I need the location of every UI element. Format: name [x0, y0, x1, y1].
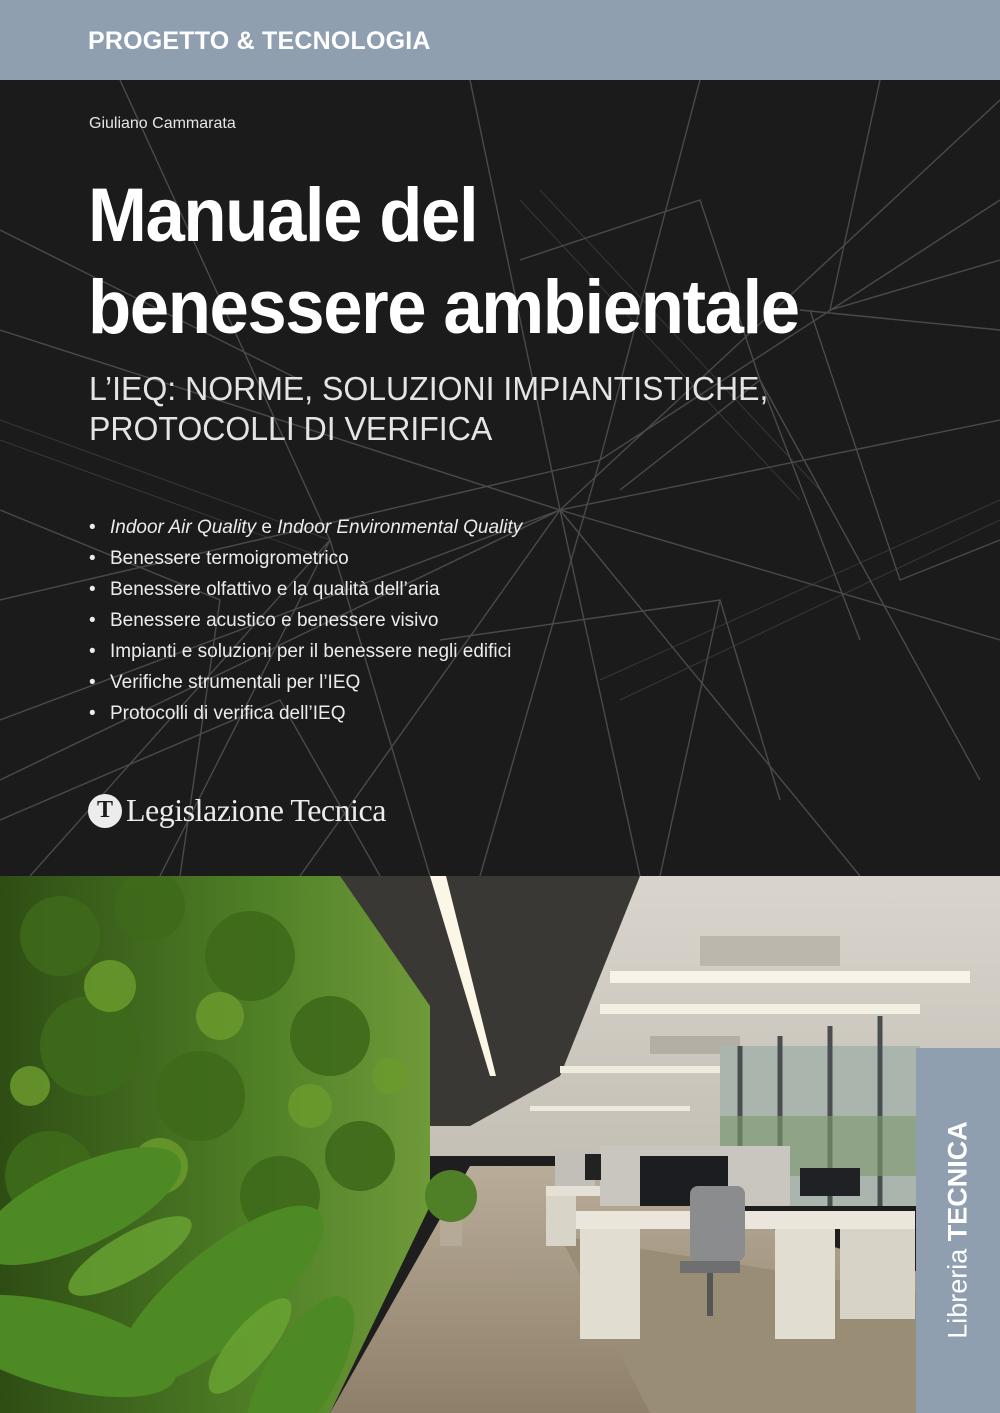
publisher-logo-icon: T	[88, 794, 122, 828]
subtitle-line-1: L’IEQ: NORME, SOLUZIONI IMPIANTISTICHE,	[89, 370, 769, 407]
author-name: Giuliano Cammarata	[89, 115, 236, 132]
sidebar-label-light: Libreria	[942, 1241, 973, 1339]
title-line-2: benessere ambientale	[88, 265, 799, 350]
title-line-1: Manuale del	[88, 173, 478, 258]
topic-item: • Protocolli di verifica dell’IEQ	[89, 698, 522, 729]
series-label: PROGETTO & TECNOLOGIA	[88, 27, 431, 55]
topic-item: • Benessere olfattivo e la qualità dell’aria	[89, 574, 522, 605]
topic-item: • Benessere acustico e benessere visivo	[89, 605, 522, 636]
cover-photo-office-green-wall	[0, 876, 1000, 1413]
topic-item: • Verifiche strumentali per l’IEQ	[89, 667, 522, 698]
topic-item: • Benessere termoigrometrico	[89, 543, 522, 574]
sidebar-label	[943, 1121, 974, 1339]
book-title	[88, 170, 799, 354]
office-illustration	[0, 876, 1000, 1413]
topic-item: • Impianti e soluzioni per il benessere negli edifici	[89, 636, 522, 667]
topic-item	[89, 512, 522, 543]
subtitle-line-2: PROTOCOLLI DI VERIFICA	[89, 410, 493, 447]
publisher	[88, 792, 386, 829]
dark-panel	[0, 80, 1000, 876]
topic-conjunction: e	[256, 517, 278, 538]
publisher-name: Legislazione Tecnica	[126, 792, 386, 828]
book-subtitle	[89, 369, 768, 449]
topics-list	[89, 512, 522, 729]
sidebar-label-bold: TECNICA	[942, 1121, 973, 1242]
topic-italic-2: Indoor Environmental Quality	[277, 517, 523, 538]
series-band	[0, 0, 1000, 80]
topic-italic-1: Indoor Air Quality	[110, 517, 257, 538]
